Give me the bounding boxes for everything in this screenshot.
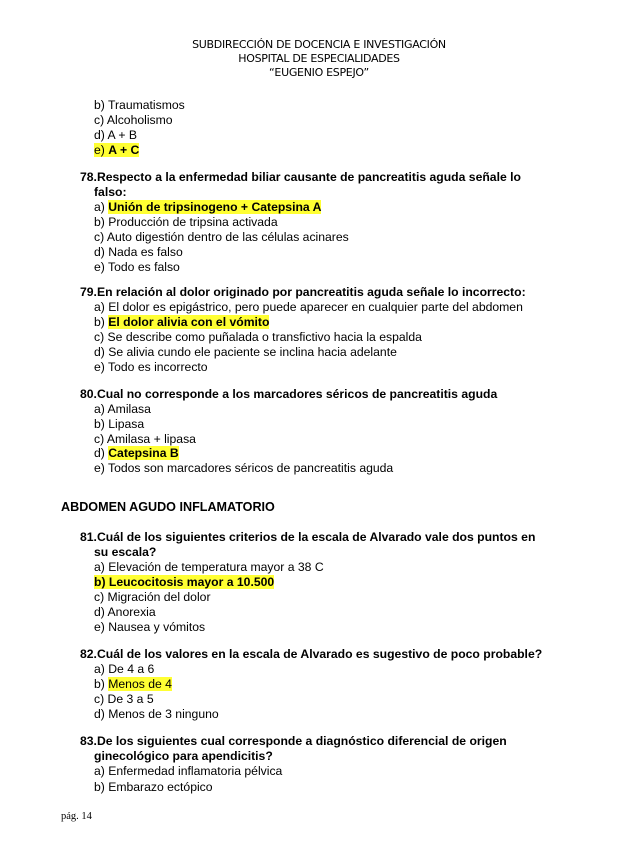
q82-correct-answer: Menos de 4 <box>108 677 172 691</box>
q79-option-a: a) El dolor es epigástrico, pero puede aparecer en cualquier parte del abdomen <box>94 300 523 314</box>
q82-question-line-1: 82.Cuál de los valores en la escala de Alvarado es sugestivo de poco probable? <box>80 647 543 661</box>
q78-option-e: e) Todo es falso <box>94 260 180 274</box>
q82-option-b <box>94 677 172 692</box>
q80-option-e: e) Todos son marcadores séricos de pancreatitis aguda <box>94 461 394 475</box>
q83-option-b: b) Embarazo ectópico <box>94 780 213 794</box>
q82-option-b-prefix: b) <box>94 677 109 691</box>
q79-option-b-prefix: b) <box>94 315 109 329</box>
q82-option-a: a) De 4 a 6 <box>94 662 155 676</box>
document-header <box>0 38 638 80</box>
q81-correct-answer: b) Leucocitosis mayor a 10.500 <box>94 575 275 589</box>
q81-option-b <box>94 575 274 590</box>
q78-question-line-2: falso: <box>94 185 127 199</box>
q83-option-a: a) Enfermedad inflamatoria pélvica <box>94 764 283 778</box>
header-line-3: “EUGENIO ESPEJO” <box>269 66 369 79</box>
q78-option-a-prefix: a) <box>94 200 109 214</box>
q78-question-line-1: 78.Respecto a la enfermedad biliar causante de pancreatitis aguda señale lo <box>80 170 521 184</box>
q80-option-d-prefix: d) <box>94 446 109 460</box>
q81-option-d: d) Anorexia <box>94 605 156 619</box>
q78-option-d: d) Nada es falso <box>94 245 183 259</box>
q78-correct-answer: Unión de tripsinogeno + Catepsina A <box>108 200 322 214</box>
q80-option-d <box>94 446 179 461</box>
q83-question-line-1: 83.De los siguientes cual corresponde a diagnóstico diferencial de origen <box>80 734 507 748</box>
header-line-1: SUBDIRECCIÓN DE DOCENCIA E INVESTIGACIÓN <box>192 38 446 51</box>
prev-option-c: c) Alcoholismo <box>94 113 173 127</box>
q79-correct-answer: El dolor alivia con el vómito <box>108 315 270 329</box>
q81-question-line-2: su escala? <box>94 545 157 559</box>
q80-correct-answer: Catepsina B <box>108 446 179 460</box>
q79-option-c: c) Se describe como puñalada o transfictivo hacia la espalda <box>94 330 422 344</box>
section-heading: ABDOMEN AGUDO INFLAMATORIO <box>61 500 275 514</box>
page-number: pág. 14 <box>61 811 92 822</box>
q82-option-c: c) De 3 a 5 <box>94 692 154 706</box>
prev-option-d: d) A + B <box>94 128 138 142</box>
q81-option-a: a) Elevación de temperatura mayor a 38 C <box>94 560 324 574</box>
q78-option-a <box>94 200 321 215</box>
q80-question-line-1: 80.Cual no corresponde a los marcadores séricos de pancreatitis aguda <box>80 387 498 401</box>
prev-option-e <box>94 143 139 158</box>
prev-option-e-prefix: e) <box>94 143 109 157</box>
header-line-2: HOSPITAL DE ESPECIALIDADES <box>238 52 400 65</box>
q80-option-b: b) Lipasa <box>94 417 145 431</box>
prev-correct-answer: A + C <box>108 143 140 157</box>
prev-option-b: b) Traumatismos <box>94 98 185 112</box>
q81-question-line-1: 81.Cuál de los siguientes criterios de la escala de Alvarado vale dos puntos en <box>80 530 536 544</box>
q78-option-b: b) Producción de tripsina activada <box>94 215 278 229</box>
q80-option-c: c) Amilasa + lipasa <box>94 432 196 446</box>
q79-option-e: e) Todo es incorrecto <box>94 360 208 374</box>
q82-option-d: d) Menos de 3 ninguno <box>94 707 219 721</box>
q81-option-e: e) Nausea y vómitos <box>94 620 206 634</box>
q78-option-c: c) Auto digestión dentro de las células acinares <box>94 230 349 244</box>
q79-question-line-1: 79.En relación al dolor originado por pancreatitis aguda señale lo incorrecto: <box>80 285 526 299</box>
q83-question-line-2: ginecológico para apendicitis? <box>94 749 273 763</box>
q79-option-b <box>94 315 269 330</box>
q79-option-d: d) Se alivia cundo ele paciente se inclina hacia adelante <box>94 345 397 359</box>
q81-option-c: c) Migración del dolor <box>94 590 211 604</box>
q80-option-a: a) Amilasa <box>94 402 151 416</box>
